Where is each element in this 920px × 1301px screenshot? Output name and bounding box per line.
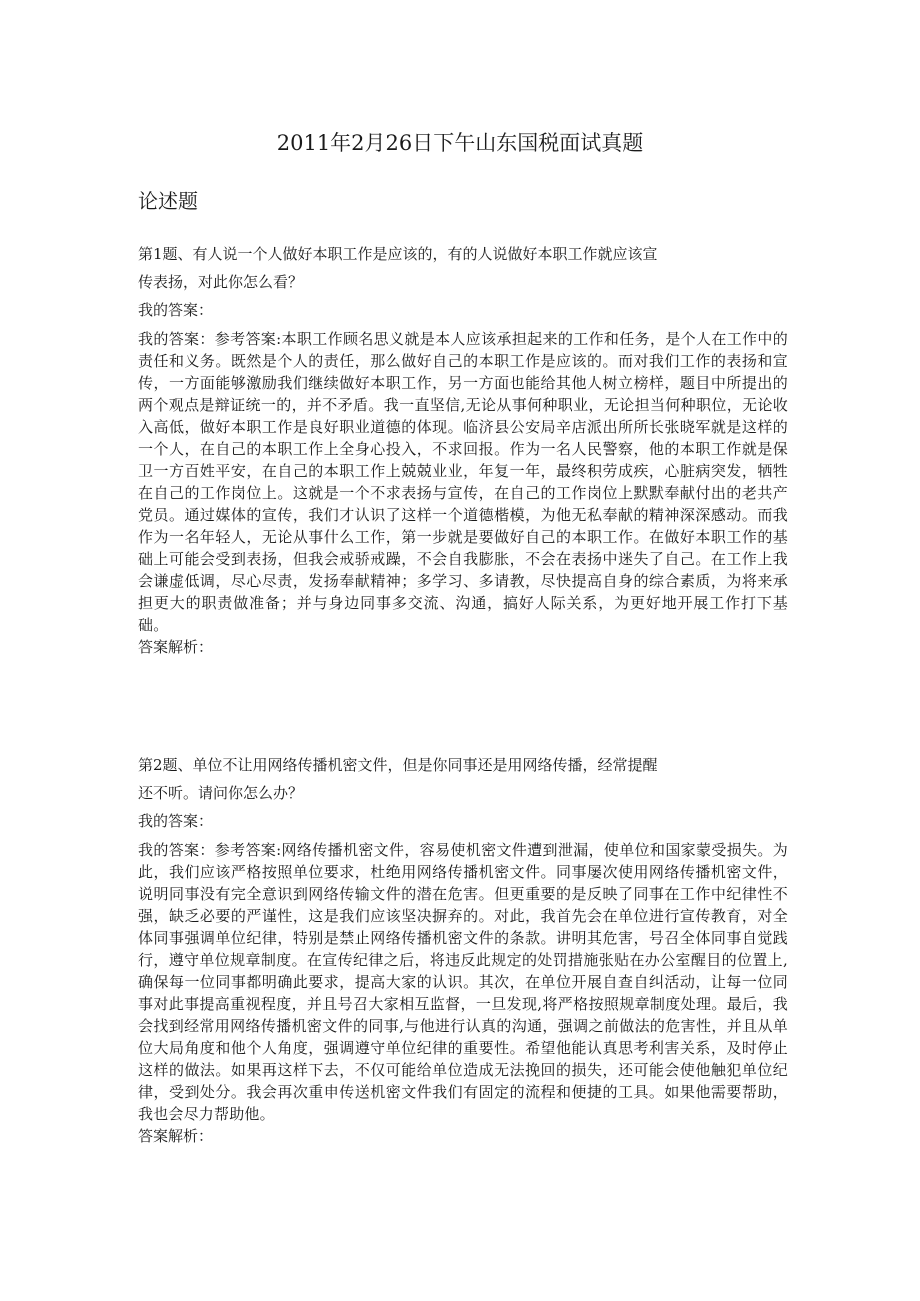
question-prompt-line: 第1题、有人说一个人做好本职工作是应该的，有的人说做好本职工作就应该宣 (138, 245, 658, 263)
my-answer-label: 我的答案： (138, 301, 214, 319)
my-answer-label: 我的答案： (138, 812, 214, 830)
question-prompt-line: 第2题、单位不让用网络传播机密文件，但是你同事还是用网络传播，经常提醒 (138, 756, 658, 774)
question-prompt-line: 传表扬，对此你怎么看？ (138, 273, 304, 291)
question-prompt-line: 还不听。请问你怎么办？ (138, 784, 304, 802)
answer-text: 我的答案：参考答案:本职工作顾名思义就是本人应该承担起来的工作和任务，是个人在工作中的责任和义务。既然是个人的责任，那么做好自己的本职工作是应该的。而对我们工作的表扬和宣传，一方面能够激励我们继续做好本职工作，另一方面也能给其他人树立榜样，题目中所提出的两个观点是辩证统一的，并不矛盾。我一直坚信,无论从事何种职业，无论担当何种职位，无论收入高低，做好本职工作是良好职业道德的体现。临济县公安局辛店派出所所长张晓军就是这样的一个人，在自己的本职工作上全身心投入，不求回报。作为一名人民警察，他的本职工作就是保卫一方百姓平安，在自己的本职工作上兢兢业业，年复一年，最终积劳成疾，心脏病突发，牺牲在自己的工作岗位上。这就是一个不求表扬与宣传，在自己的工作岗位上默默奉献付出的老共产党员。通过媒体的宣传，我们才认识了这样一个道德楷模，为他无私奉献的精神深深感动。而我作为一名年轻人，无论从事什么工作，第一步就是要做好自己的本职工作。在做好本职工作的基础上可能会受到表扬，但我会戒骄戒躁，不会自我膨胀，不会在表扬中迷失了自己。在工作上我会谦虚低调，尽心尽责，发扬奉献精神；多学习、多请教，尽快提高自身的综合素质，为将来承担更大的职责做准备；并与身边同事多交流、沟通，搞好人际关系，为更好地开展工作打下基础。 (138, 330, 788, 634)
answer-analysis-label: 答案解析： (138, 638, 214, 656)
section-heading: 论述题 (138, 189, 198, 213)
page-title: 2011年2月26日下午山东国税面试真题 (276, 131, 644, 155)
question-block (138, 751, 788, 1147)
answer-text: 我的答案：参考答案:网络传播机密文件，容易使机密文件遭到泄漏，使单位和国家蒙受损失。为此，我们应该严格按照单位要求，杜绝用网络传播机密文件。同事屡次使用网络传播机密文件，说明同事没有完全意识到网络传输文件的潜在危害。但更重要的是反映了同事在工作中纪律性不强，缺乏必要的严谨性，这是我们应该坚决摒弃的。对此，我首先会在单位进行宣传教育，对全体同事强调单位纪律，特别是禁止网络传播机密文件的条款。讲明其危害，号召全体同事自觉践行，遵守单位规章制度。在宣传纪律之后，将违反此规定的处罚措施张贴在办公室醒目的位置上,确保每一位同事都明确此要求，提高大家的认识。其次，在单位开展自查自纠活动，让每一位同事对此事提高重视程度，并且号召大家相互监督，一旦发现,将严格按照规章制度处理。最后，我会找到经常用网络传播机密文件的同事,与他进行认真的沟通，强调之前做法的危害性，并且从单位大局角度和他个人角度，强调遵守单位纪律的重要性。希望他能认真思考利害关系，及时停止这样的做法。如果再这样下去，不仅可能给单位造成无法挽回的损失，还可能会使他触犯单位纪律，受到处分。我会再次重申传送机密文件我们有固定的流程和便捷的工具。如果他需要帮助，我也会尽力帮助他。 (138, 841, 788, 1123)
answer-analysis-label: 答案解析： (138, 1127, 214, 1145)
question-block (138, 240, 788, 658)
